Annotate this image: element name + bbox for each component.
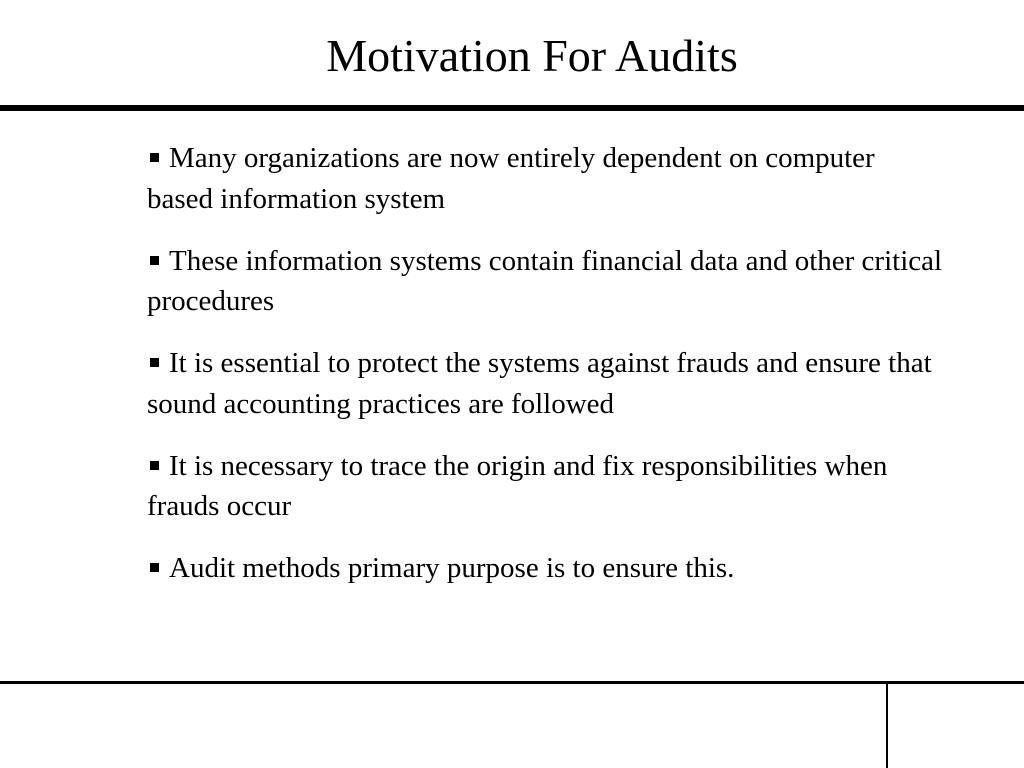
footer-rule bbox=[0, 681, 1024, 684]
square-bullet-icon bbox=[150, 256, 159, 265]
bullet-item bbox=[147, 548, 947, 589]
bullet-text: Many organizations are now entirely dependent on computer based information system bbox=[147, 142, 875, 215]
bullet-item bbox=[147, 343, 947, 424]
bullet-text: Audit methods primary purpose is to ensure this. bbox=[169, 552, 735, 584]
square-bullet-icon bbox=[150, 461, 159, 470]
bullet-item bbox=[147, 241, 947, 322]
slide-title: Motivation For Audits bbox=[326, 30, 738, 81]
bullet-item bbox=[147, 138, 947, 219]
bullet-text: It is essential to protect the systems against frauds and ensure that sound accounting practices are followed bbox=[147, 347, 932, 420]
bullet-item bbox=[147, 446, 947, 527]
bullet-text: It is necessary to trace the origin and fix responsibilities when frauds occur bbox=[147, 449, 888, 522]
bullet-text: These information systems contain financial data and other critical procedures bbox=[147, 244, 943, 317]
square-bullet-icon bbox=[150, 563, 159, 572]
square-bullet-icon bbox=[150, 358, 159, 367]
square-bullet-icon bbox=[150, 153, 159, 162]
footer-divider bbox=[886, 684, 888, 768]
title-underline bbox=[0, 105, 1024, 111]
bullet-list bbox=[147, 138, 947, 610]
